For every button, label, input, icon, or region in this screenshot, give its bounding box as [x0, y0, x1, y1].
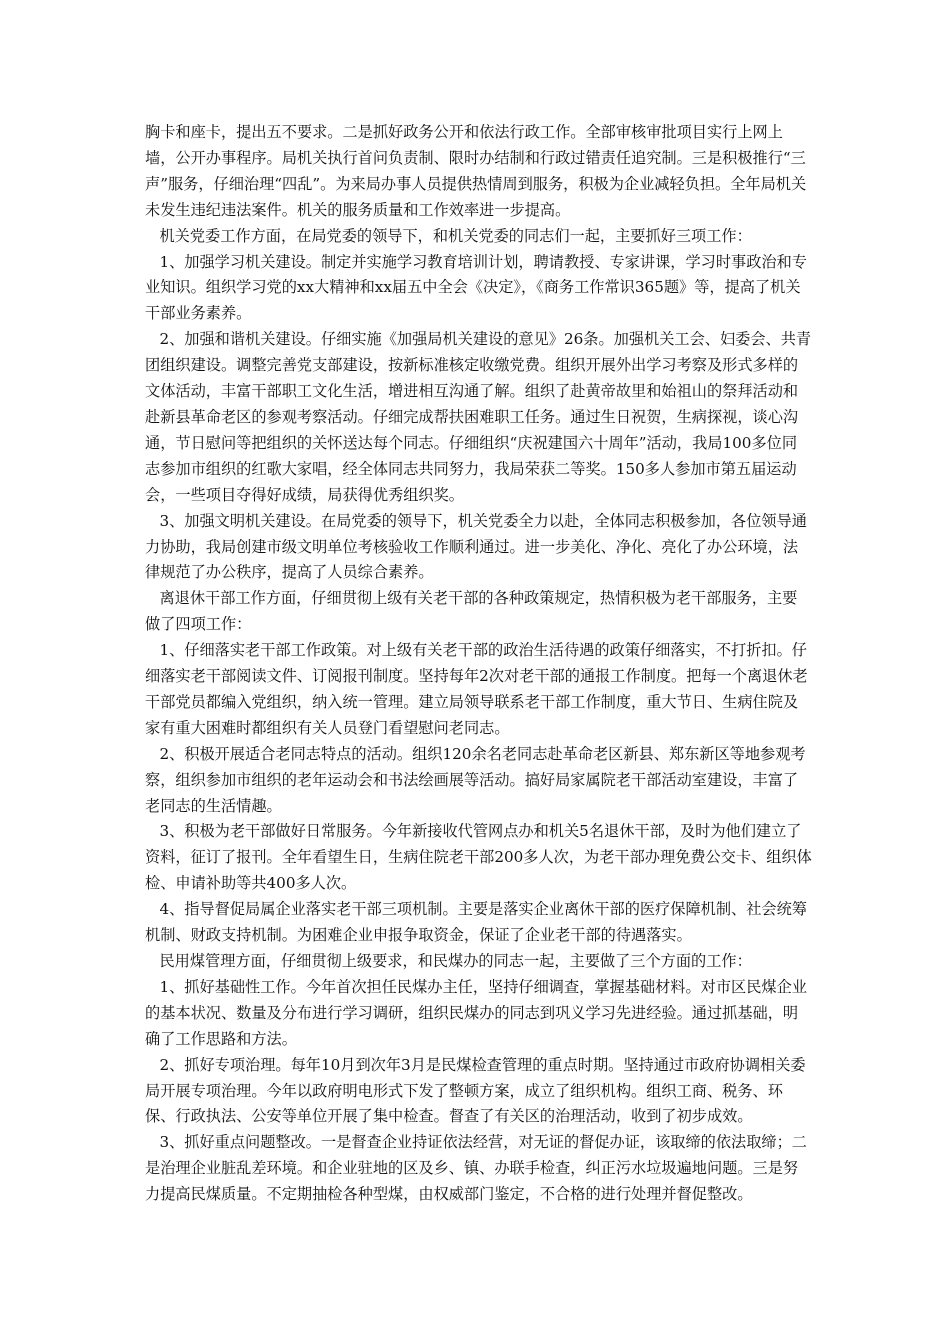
- paragraph: 胸卡和座卡，提出五不要求。二是抓好政务公开和依法行政工作。全部审核审批项目实行上网上墙，公开办事程序。局机关执行首问负责制、限时办结制和行政过错责任追究制。三是积极推行“三声”服务，仔细治理“四乱”。为来局办事人员提供热情周到服务，积极为企业减轻负担。全年局机关未发生违纪违法案件。机关的服务质量和工作效率进一步提高。: [145, 123, 807, 219]
- paragraph: 离退休干部工作方面，仔细贯彻上级有关老干部的各种政策规定，热情积极为老干部服务，主要做了四项工作：: [145, 589, 798, 634]
- paragraph: 4、指导督促局属企业落实老干部三项机制。主要是落实企业离休干部的医疗保障机制、社会统筹机制、财政支持机制。为困难企业申报争取资金，保证了企业老干部的待遇落实。: [145, 900, 807, 945]
- paragraph: 2、积极开展适合老同志特点的活动。组织120余名老同志赴革命老区新县、郑东新区等地参观考察，组织参加市组织的老年运动会和书法绘画展等活动。搞好局家属院老干部活动室建设，丰富了老同志的生活情趣。: [145, 744, 806, 815]
- paragraph: 2、加强和谐机关建设。仔细实施《加强局机关建设的意见》26条。加强机关工会、妇委会、共青团组织建设。调整完善党支部建设，按新标准核定收缴党费。组织开展外出学习考察及形式多样的文体活动，丰富干部职工文化生活，增进相互沟通了解。组织了赴黄帝故里和始祖山的祭拜活动和赴新县革命老区的参观考察活动。仔细完成帮扶困难职工任务。通过生日祝贺，生病探视，谈心沟通，节日慰问等把组织的关怀送达每个同志。仔细组织“庆祝建国六十周年”活动，我局100多位同志参加市组织的红歌大家唱，经全体同志共同努力，我局荣获二等奖。150多人参加市第五届运动会，一些项目夺得好成绩，局获得优秀组织奖。: [145, 330, 812, 504]
- document-body: [145, 120, 812, 1208]
- paragraph: 2、抓好专项治理。每年10月到次年3月是民煤检查管理的重点时期。坚持通过市政府协调相关委局开展专项治理。今年以政府明电形式下发了整顿方案，成立了组织机构。组织工商、税务、环保、行政执法、公安等单位开展了集中检查。督查了有关区的治理活动，收到了初步成效。: [145, 1055, 806, 1126]
- paragraph: 1、抓好基础性工作。今年首次担任民煤办主任，坚持仔细调查，掌握基础材料。对市区民煤企业的基本状况、数量及分布进行学习调研，组织民煤办的同志到巩义学习先进经验。通过抓基础，明确了工作思路和方法。: [145, 977, 807, 1048]
- paragraph: 机关党委工作方面，在局党委的领导下，和机关党委的同志们一起，主要抓好三项工作：: [159, 226, 752, 245]
- paragraph: 1、仔细落实老干部工作政策。对上级有关老干部的政治生活待遇的政策仔细落实，不打折扣。仔细落实老干部阅读文件、订阅报刊制度。坚持每年2次对老干部的通报工作制度。把每一个离退休老干部党员都编入党组织，纳入统一管理。建立局领导联系老干部工作制度，重大节日、生病住院及家有重大困难时都组织有关人员登门看望慰问老同志。: [145, 641, 808, 737]
- paragraph: 3、积极为老干部做好日常服务。今年新接收代管网点办和机关5名退休干部，及时为他们建立了资料，征订了报刊。全年看望生日，生病住院老干部200多人次，为老干部办理免费公交卡、组织体检、申请补助等共400多人次。: [145, 822, 812, 893]
- paragraph: 1、加强学习机关建设。制定并实施学习教育培训计划，聘请教授、专家讲课，学习时事政治和专业知识。组织学习党的xx大精神和xx届五中全会《决定》，《商务工作常识365题》等，提高了机关干部业务素养。: [145, 252, 807, 323]
- paragraph: 3、加强文明机关建设。在局党委的领导下，机关党委全力以赴，全体同志积极参加，各位领导通力协助，我局创建市级文明单位考核验收工作顺利通过。进一步美化、净化、亮化了办公环境，法律规范了办公秩序，提高了人员综合素养。: [145, 511, 807, 582]
- paragraph: 民用煤管理方面，仔细贯彻上级要求，和民煤办的同志一起，主要做了三个方面的工作：: [159, 952, 752, 970]
- paragraph: 3、抓好重点问题整改。一是督查企业持证依法经营，对无证的督促办证，该取缔的依法取缔；二是治理企业脏乱差环境。和企业驻地的区及乡、镇、办联手检查，纠正污水垃圾遍地问题。三是努力提高民煤质量。不定期抽检各种型煤，由权威部门鉴定，不合格的进行处理并督促整改。: [145, 1133, 807, 1204]
